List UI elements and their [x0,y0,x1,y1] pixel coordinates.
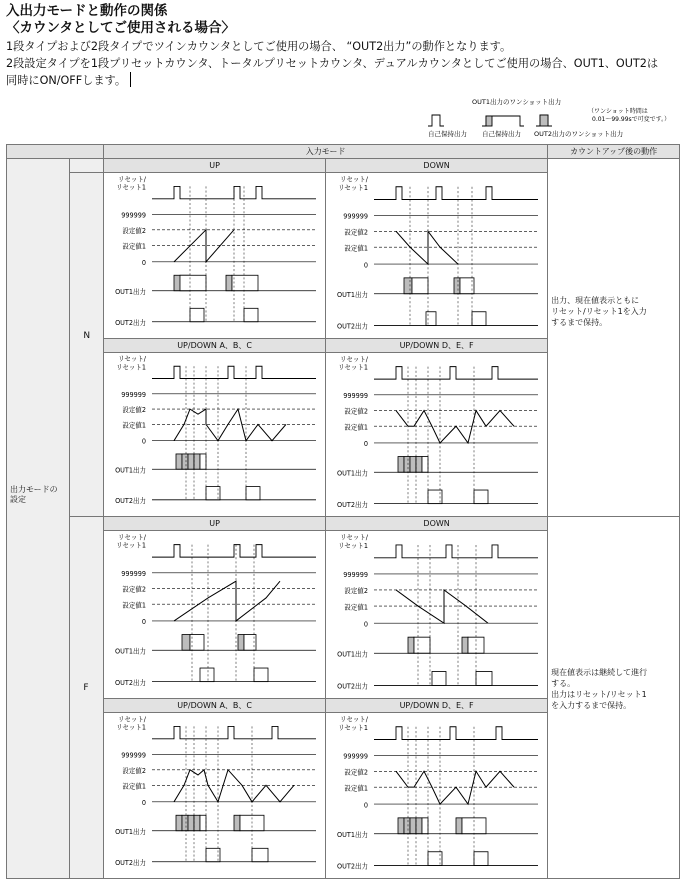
output-mode-label-1: 出力モードの [10,485,58,494]
note-f-line-2: する。 [551,679,576,688]
f-down-cell [326,531,548,699]
corner-cell [7,145,104,159]
out1-pulse [194,815,200,830]
out1-pulse [398,457,404,473]
diagram-label-out2: OUT2出力 [115,678,147,687]
out1-pulse [176,815,182,830]
diagram-label-zero: 0 [141,617,147,627]
diagram-label-max: 999999 [343,391,369,401]
out2-pulse [426,312,436,326]
reset-signal [152,726,316,738]
n-up-cell [104,173,326,339]
diagram-label-sv2: 設定値2 [122,766,147,775]
diagram-label-sv2: 設定値2 [122,585,147,594]
diagram-label-out1: OUT1出力 [115,287,147,296]
timing-diagram-n-udabc [104,353,325,508]
header-input-mode: 入力モード [104,145,548,159]
output-mode-cell [7,159,70,879]
diagram-label-max: 999999 [121,569,147,579]
diagram-label-out2: OUT2出力 [337,682,369,691]
legend-oneshot-note-1: （ワンショット時間は [588,108,648,115]
timing-diagram-n-uddef [326,353,547,512]
out1-pulse [398,818,404,834]
diagram-label-reset-2: リセット1 [338,183,369,193]
col-updown-abc-f: UP/DOWN A、B、C [104,699,326,713]
col-updown-def-f: UP/DOWN D、E、F [326,699,548,713]
timing-diagram-n-up [104,173,325,330]
out1-pulse [194,454,200,469]
count-value-line [174,581,280,621]
f-updown-def-cell [326,713,548,879]
out1-pulse [200,454,206,469]
diagram-label-sv1: 設定値1 [122,601,147,610]
diagram-label-reset-1: リセット/ [340,175,369,184]
timing-diagram-f-up [104,531,325,690]
out1-pulse [408,637,414,653]
diagram-label-out2: OUT2出力 [115,858,147,867]
col-up-n: UP [104,159,326,173]
timing-diagram-f-udabc [104,713,325,870]
out1-pulse [182,454,188,469]
diagram-label-reset-2: リセット1 [338,723,369,733]
out1-pulse [238,635,244,651]
diagram-label-sv2: 設定値2 [344,586,369,596]
out1-pulse [410,818,416,834]
diagram-label-sv2: 設定値2 [344,407,369,416]
diagram-label-reset-2: リセット1 [338,363,369,372]
out1-pulse [180,275,206,290]
n-updown-def-cell [326,353,548,517]
diagram-label-zero: 0 [363,620,369,629]
diagram-label-out1: OUT1出力 [115,827,147,836]
note-n-line-3: するまで保持。 [551,318,608,327]
out1-pulse [404,278,412,294]
out1-pulse [234,815,240,830]
col-updown-abc-n: UP/DOWN A、B、C [104,339,326,353]
out2-pulse [474,852,488,866]
diagram-label-reset-2: リセット1 [116,183,147,192]
out1-pulse [226,275,232,290]
out1-pulse [414,637,430,653]
legend-self-hold-label-2: 自己保持出力 [482,130,521,138]
diagram-label-reset-1: リセット/ [118,533,147,542]
diagram-label-zero: 0 [141,258,147,267]
diagram-label-zero: 0 [141,437,147,446]
legend-self-hold-symbol-1 [428,115,444,126]
diagram-label-zero: 0 [363,261,369,270]
reset-signal [152,366,316,378]
out1-pulse [462,637,468,653]
timing-diagram-n-down [326,173,547,334]
count-value-line [396,590,488,623]
diagram-label-max: 999999 [121,751,147,760]
out2-pulse [244,308,258,321]
col-updown-def-n: UP/DOWN D、E、F [326,339,548,353]
out1-pulse [416,457,422,473]
diagram-label-out1: OUT1出力 [337,469,369,478]
diagram-label-max: 999999 [343,212,369,221]
page-subtitle: 〈カウンタとしてご使用される場合〉 [6,20,235,36]
diagram-label-max: 999999 [343,752,369,761]
note-f-line-3: 出力はリセット/リセット1 [551,690,647,699]
col-down-f: DOWN [326,517,548,531]
f-updown-abc-cell [104,713,326,879]
out1-pulse [456,818,462,834]
n-updown-abc-cell [104,353,326,517]
header-countup: カウントアップ後の動作 [548,145,680,159]
out1-pulse [404,457,410,473]
page-title: 入出力モードと動作の関係 [6,3,168,19]
output-mode-label-2: 設定 [10,495,26,504]
note-f-line-1: 現在値表示は継続して進行 [551,668,648,677]
diagram-label-zero: 0 [141,798,147,807]
out2-pulse [476,671,492,685]
reset-signal [374,545,538,558]
diagram-label-zero: 0 [363,801,369,810]
reset-signal [374,727,538,740]
diagram-label-sv1: 設定値1 [344,603,369,612]
diagram-label-reset-1: リセット/ [340,355,369,364]
output-legend [426,96,676,140]
io-mode-table [6,144,680,879]
diagram-label-reset-2: リセット1 [338,541,369,551]
diagram-label-out1: OUT1出力 [115,647,147,656]
diagram-label-reset-1: リセット/ [118,175,147,184]
note-n-line-1: 出力、現在値表示ともに [551,296,640,305]
count-value-line [174,409,286,441]
mode-n-label: N [83,331,91,341]
legend-out2-symbol [536,115,552,126]
diagram-label-sv1: 設定値1 [344,784,369,793]
diagram-label-reset-1: リセット/ [340,715,369,724]
col-up-f: UP [104,517,326,531]
diagram-label-out2: OUT2出力 [337,322,369,331]
out1-pulse [412,278,428,294]
diagram-label-out2: OUT2出力 [115,318,147,327]
diagram-label-max: 999999 [343,570,369,580]
count-value-line [174,770,294,802]
diagram-label-out1: OUT1出力 [337,650,369,659]
out1-pulse [410,457,416,473]
out1-pulse [416,818,422,834]
count-value-line [396,411,514,443]
mode-n-cell [70,173,104,517]
out1-pulse [188,454,194,469]
mode-f-cell [70,517,104,879]
diagram-label-reset-1: リセット/ [340,533,369,542]
diagram-label-zero: 0 [363,439,369,449]
diagram-label-sv2: 設定値2 [122,226,147,235]
mode-f-label: F [83,683,89,693]
out2-pulse [200,668,214,682]
legend-self-hold-label-1: 自己保持出力 [428,130,467,138]
diagram-label-out2: OUT2出力 [337,862,369,871]
out1-pulse [404,818,410,834]
diagram-label-sv2: 設定値2 [122,406,147,415]
diagram-label-sv1: 設定値1 [344,423,369,432]
diagram-label-out1: OUT1出力 [337,830,369,839]
diagram-label-sv1: 設定値1 [344,244,369,253]
legend-oneshot-title: OUT1出力のワンショット出力 [472,98,562,106]
diagram-label-sv2: 設定値2 [344,228,369,237]
reset-signal [152,545,316,558]
out1-pulse [232,275,258,290]
out2-pulse [190,308,204,321]
out1-pulse [422,818,428,834]
diagram-label-sv1: 設定値1 [122,421,147,430]
count-value-line [174,230,234,262]
timing-diagram-f-down [326,531,547,694]
out1-pulse [182,635,190,651]
f-up-cell [104,531,326,699]
note-n-cell [548,159,680,517]
out2-pulse [246,487,260,500]
diagram-label-out2: OUT2出力 [115,496,147,505]
timing-diagram-f-uddef [326,713,547,874]
out1-pulse [422,457,428,473]
count-value-line [396,231,458,264]
out2-pulse [474,490,488,504]
diagram-label-reset-2: リセット1 [116,363,147,372]
diagram-label-reset-1: リセット/ [118,355,147,364]
text-cursor [130,72,131,87]
diagram-label-sv1: 設定値1 [122,782,147,791]
reset-signal [374,187,538,200]
legend-self-hold-symbol-2 [482,116,524,126]
n-down-cell [326,173,548,339]
out1-pulse [182,815,188,830]
diagram-label-out1: OUT1出力 [115,466,147,475]
diagram-label-reset-2: リセット1 [116,541,147,550]
diagram-label-reset-1: リセット/ [118,715,147,724]
out2-pulse [472,312,486,326]
legend-oneshot-note-2: 0.01～99.99sで可変です。） [592,116,671,123]
diagram-label-max: 999999 [121,390,147,399]
diagram-label-out1: OUT1出力 [337,290,369,299]
out2-pulse [432,671,446,685]
diagram-label-sv2: 設定値2 [344,768,369,777]
diagram-label-out2: OUT2出力 [337,500,369,509]
diagram-label-sv1: 設定値1 [122,242,147,251]
note-n-line-2: リセット/リセット1を入力 [551,307,647,316]
col-down-n: DOWN [326,159,548,173]
out2-pulse [254,668,268,682]
out1-pulse [188,815,194,830]
out1-pulse [454,278,460,294]
header-spacer [70,159,104,173]
out1-pulse [200,815,206,830]
intro-line-1: 1段タイプおよび2段タイプでツインカウンタとしてご使用の場合、 “OUT2出力”の動作となります。 [6,40,512,53]
count-value-line [396,771,514,804]
legend-out2-label: OUT2出力のワンショット出力 [534,130,624,138]
note-f-line-4: を入力するまで保持。 [551,701,632,710]
reset-signal [374,367,538,380]
intro-line-3: 同時にON/OFFします。 [6,74,127,87]
out2-pulse [252,848,268,861]
out1-pulse [176,454,182,469]
intro-line-2: 2段設定タイプを1段プリセットカウンタ、トータルプリセットカウンタ、デュアルカウンタとしてご使用の場合、OUT1、OUT2は [6,57,659,70]
diagram-label-reset-2: リセット1 [116,723,147,732]
note-f-cell [548,517,680,879]
diagram-label-max: 999999 [121,211,147,220]
